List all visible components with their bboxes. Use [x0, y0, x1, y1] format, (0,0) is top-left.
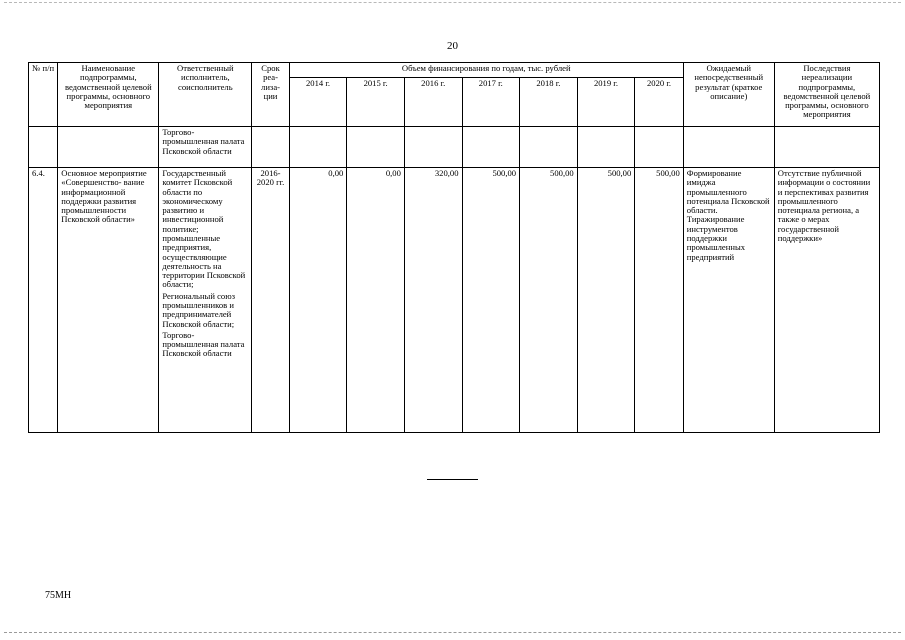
cell-value-2019: 500,00 [577, 168, 635, 433]
header-year-2018: 2018 г. [520, 78, 578, 127]
funding-table [28, 62, 880, 433]
cell-executor [159, 168, 252, 433]
scan-top-edge [4, 2, 901, 3]
header-result: Ожидаемый непосредственный результат (краткое описание) [683, 63, 774, 127]
cell-value-2016 [404, 127, 462, 168]
table-row-6-4 [29, 168, 880, 433]
cell-name [58, 127, 159, 168]
scan-bottom-edge [4, 632, 901, 633]
header-period: Срок реа- лиза- ции [252, 63, 289, 127]
header-name: Наименование подпрограммы, ведомственной целевой программы, основного мероприятия [58, 63, 159, 127]
header-year-2020: 2020 г. [635, 78, 684, 127]
cell-value-2015 [347, 127, 405, 168]
header-budget: Объем финансирования по годам, тыс. рублей [289, 63, 683, 78]
cell-value-2019 [577, 127, 635, 168]
executor-entry: Торгово- промышленная палата Псковской области [162, 127, 245, 156]
cell-consequences [774, 127, 879, 168]
header-num: № п/п [29, 63, 58, 127]
page-number: 20 [447, 40, 458, 52]
cell-name: Основное мероприятие «Совершенство- вание информационной поддержки развития промышленности Псковской области» [58, 168, 159, 433]
table-row-continuation [29, 127, 880, 168]
cell-value-2020: 500,00 [635, 168, 684, 433]
header-year-2015: 2015 г. [347, 78, 405, 127]
cell-value-2018: 500,00 [520, 168, 578, 433]
cell-period [252, 127, 289, 168]
executor-entry: Региональный союз промышленников и предпринимателей Псковской области; [162, 290, 236, 329]
cell-value-2016: 320,00 [404, 168, 462, 433]
header-year-2014: 2014 г. [289, 78, 347, 127]
executor-entry: Торгово- промышленная палата Псковской области [162, 329, 245, 359]
cell-value-2018 [520, 127, 578, 168]
end-of-table-rule [427, 479, 478, 480]
header-executor: Ответственный исполнитель, соисполнитель [159, 63, 252, 127]
cell-result: Формирование имиджа промышленного потенциала Псковской области. Тиражирование инструментов поддержки промышленных предприятий [683, 168, 774, 433]
cell-value-2014 [289, 127, 347, 168]
cell-value-2017: 500,00 [462, 168, 520, 433]
cell-num [29, 127, 58, 168]
executor-entry: Государственный комитет Псковской области по экономическому развитию и инвестиционной политике; промышленные предприятия, осуществляющие деятельность на территории Псковской области; [162, 168, 246, 290]
cell-result [683, 127, 774, 168]
cell-executor [159, 127, 252, 168]
cell-consequences: Отсутствие публичной информации о состоянии и перспективах развития промышленного потенциала региона, а также о мерах государственной поддержки» [774, 168, 879, 433]
cell-value-2017 [462, 127, 520, 168]
cell-num: 6.4. [29, 168, 58, 433]
header-year-2016: 2016 г. [404, 78, 462, 127]
header-year-2019: 2019 г. [577, 78, 635, 127]
document-code: 75МН [45, 590, 72, 601]
header-consequences: Последствия нереализации подпрограммы, ведомственной целевой программы, основного мероприятия [774, 63, 879, 127]
cell-period: 2016- 2020 гг. [252, 168, 289, 433]
header-year-2017: 2017 г. [462, 78, 520, 127]
cell-value-2020 [635, 127, 684, 168]
cell-value-2015: 0,00 [347, 168, 405, 433]
cell-value-2014: 0,00 [289, 168, 347, 433]
